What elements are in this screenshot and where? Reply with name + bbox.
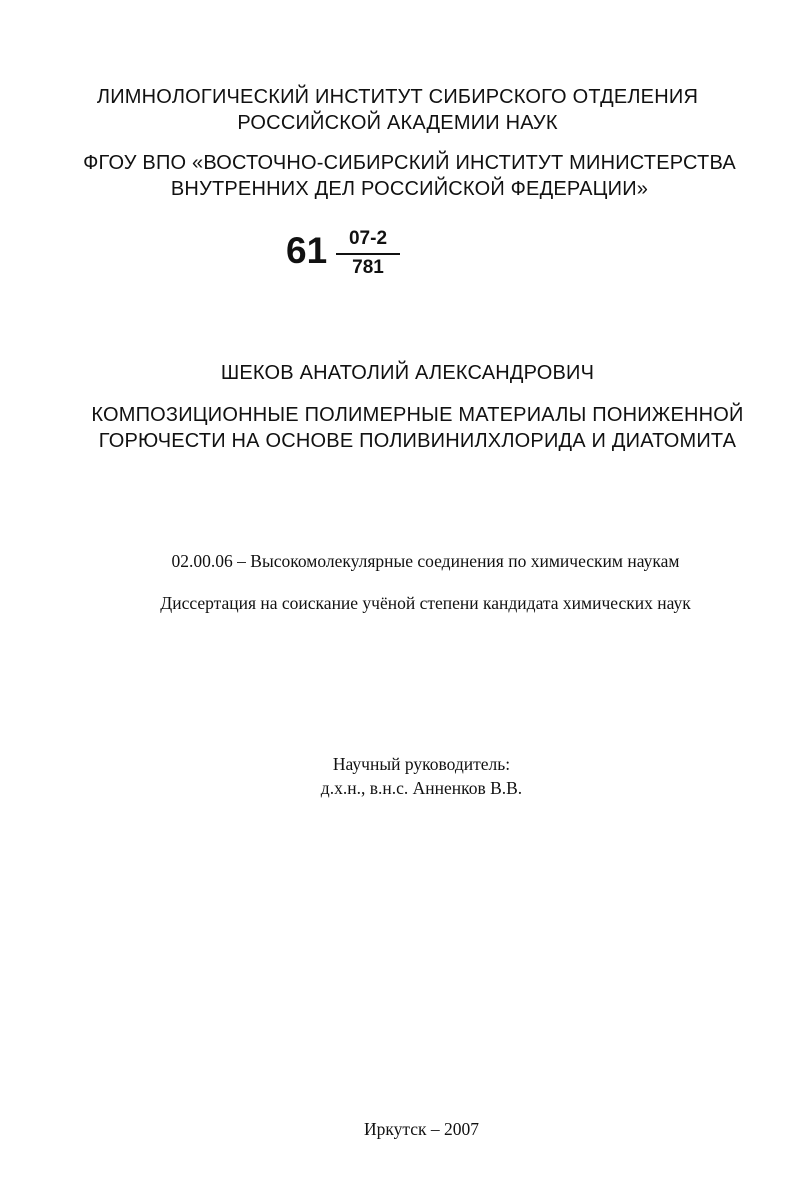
- institution-line: ЛИМНОЛОГИЧЕСКИЙ ИНСТИТУТ СИБИРСКОГО ОТДЕЛЕНИЯ: [96, 86, 699, 108]
- institution-line: ФГОУ ВПО «ВОСТОЧНО-СИБИРСКИЙ ИНСТИТУТ МИНИСТЕРСТВА: [83, 152, 736, 174]
- catalog-code-fraction-bar: [336, 253, 400, 255]
- city-year-text: Иркутск – 2007: [363, 1119, 480, 1139]
- institution-line: ВНУТРЕННИХ ДЕЛ РОССИЙСКОЙ ФЕДЕРАЦИИ»: [170, 178, 649, 200]
- institution-line: РОССИЙСКОЙ АКАДЕМИИ НАУК: [237, 112, 558, 134]
- degree-statement-text: Диссертация на соискание учёной степени кандидата химических наук: [160, 593, 691, 613]
- institution-mvd: [12, 150, 795, 202]
- institution-limnological: [0, 84, 795, 136]
- title-line: ГОРЮЧЕСТИ НА ОСНОВЕ ПОЛИВИНИЛХЛОРИДА И ДИАТОМИТА: [98, 430, 737, 452]
- catalog-code-main: 61: [286, 230, 328, 271]
- degree-statement: [28, 592, 795, 614]
- title-line: КОМПОЗИЦИОННЫЕ ПОЛИМЕРНЫЕ МАТЕРИАЛЫ ПОНИЖЕННОЙ: [91, 404, 744, 426]
- dissertation-title: [20, 402, 795, 454]
- specialty: [28, 550, 795, 572]
- author-name: [10, 360, 795, 386]
- supervisor-label: Научный руководитель:: [332, 754, 511, 774]
- specialty-text: 02.00.06 – Высокомолекулярные соединения по химическим наукам: [171, 551, 680, 571]
- supervisor-name: д.х.н., в.н.с. Анненков В.В.: [320, 778, 523, 798]
- catalog-code-numerator: 07-2: [348, 228, 388, 249]
- author-name-text: ШЕКОВ АНАТОЛИЙ АЛЕКСАНДРОВИЧ: [220, 362, 595, 384]
- catalog-code: [286, 228, 416, 280]
- city-year: [24, 1118, 795, 1140]
- supervisor: [24, 752, 795, 800]
- catalog-code-denominator: 781: [352, 257, 384, 278]
